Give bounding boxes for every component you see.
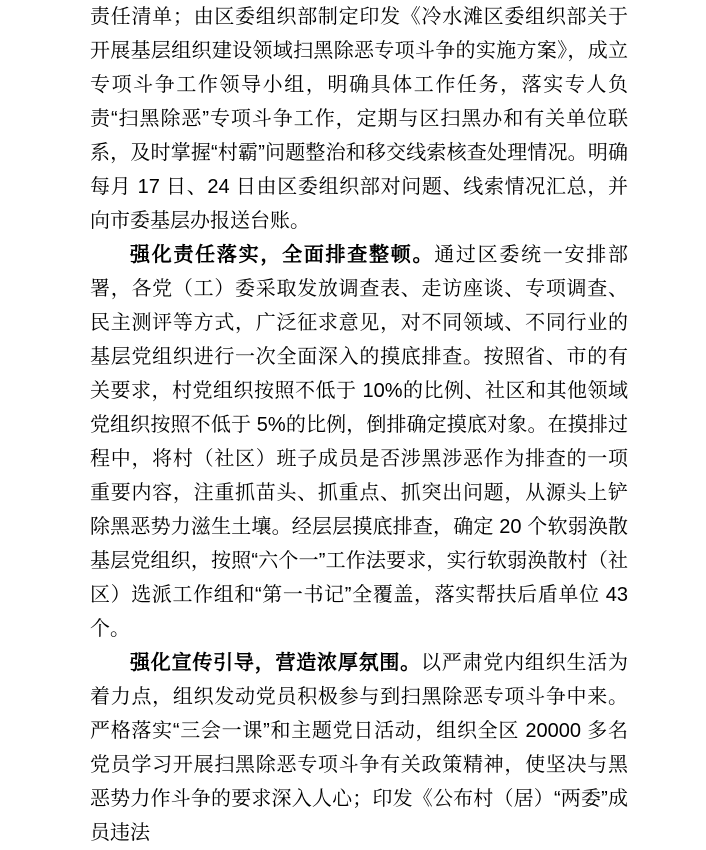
paragraph-1-text: 责任清单；由区委组织部制定印发《冷水滩区委组织部关于开展基层组织建设领域扫黑除恶专项斗争的实施方案》，成立专项斗争工作领导小组，明确具体工作任务，落实专人负责“扫黑除恶”专项斗争工作，定期与区扫黑办和有关单位联系，及时掌握“村霸”问题整治和移交线索核查处理情况。明确每月 17 日、24 日由区委组织部对问题、线索情况汇总，并向市委基层办报送台账。 (90, 6, 628, 232)
paragraph-1 (90, 0, 628, 238)
paragraph-2-text: 通过区委统一安排部署，各党（工）委采取发放调查表、走访座谈、专项调查、民主测评等方式，广泛征求意见，对不同领域、不同行业的基层党组织进行一次全面深入的摸底排查。按照省、市的有关要求，村党组织按照不低于 10%的比例、社区和其他领域党组织按照不低于 5%的比例，倒排确定摸底对象。在摸排过程中，将村（社区）班子成员是否涉黑涉恶作为排查的一项重要内容，注重抓苗头、抓重点、抓突出问题，从源头上铲除黑恶势力滋生土壤。经层层摸底排查，确定 20 个软弱涣散基层党组织，按照“六个一”工作法要求，实行软弱涣散村（社区）选派工作组和“第一书记”全覆盖，落实帮扶后盾单位 43 个。 (90, 244, 629, 640)
paragraph-3-text: 以严肃党内组织生活为着力点，组织发动党员积极参与到扫黑除恶专项斗争中来。严格落实“三会一课”和主题党日活动，组织全区 20000 多名党员学习开展扫黑除恶专项斗争有关政策精神，使坚决与黑恶势力作斗争的要求深入人心；印发《公布村（居）“两委”成员违法 (90, 652, 629, 844)
paragraph-3-bold-lead: 强化宣传引导，营造浓厚氛围。 (130, 652, 421, 674)
paragraph-2 (90, 238, 628, 646)
paragraph-3 (90, 646, 628, 850)
paragraph-2-bold-lead: 强化责任落实，全面排查整顿。 (130, 244, 435, 266)
